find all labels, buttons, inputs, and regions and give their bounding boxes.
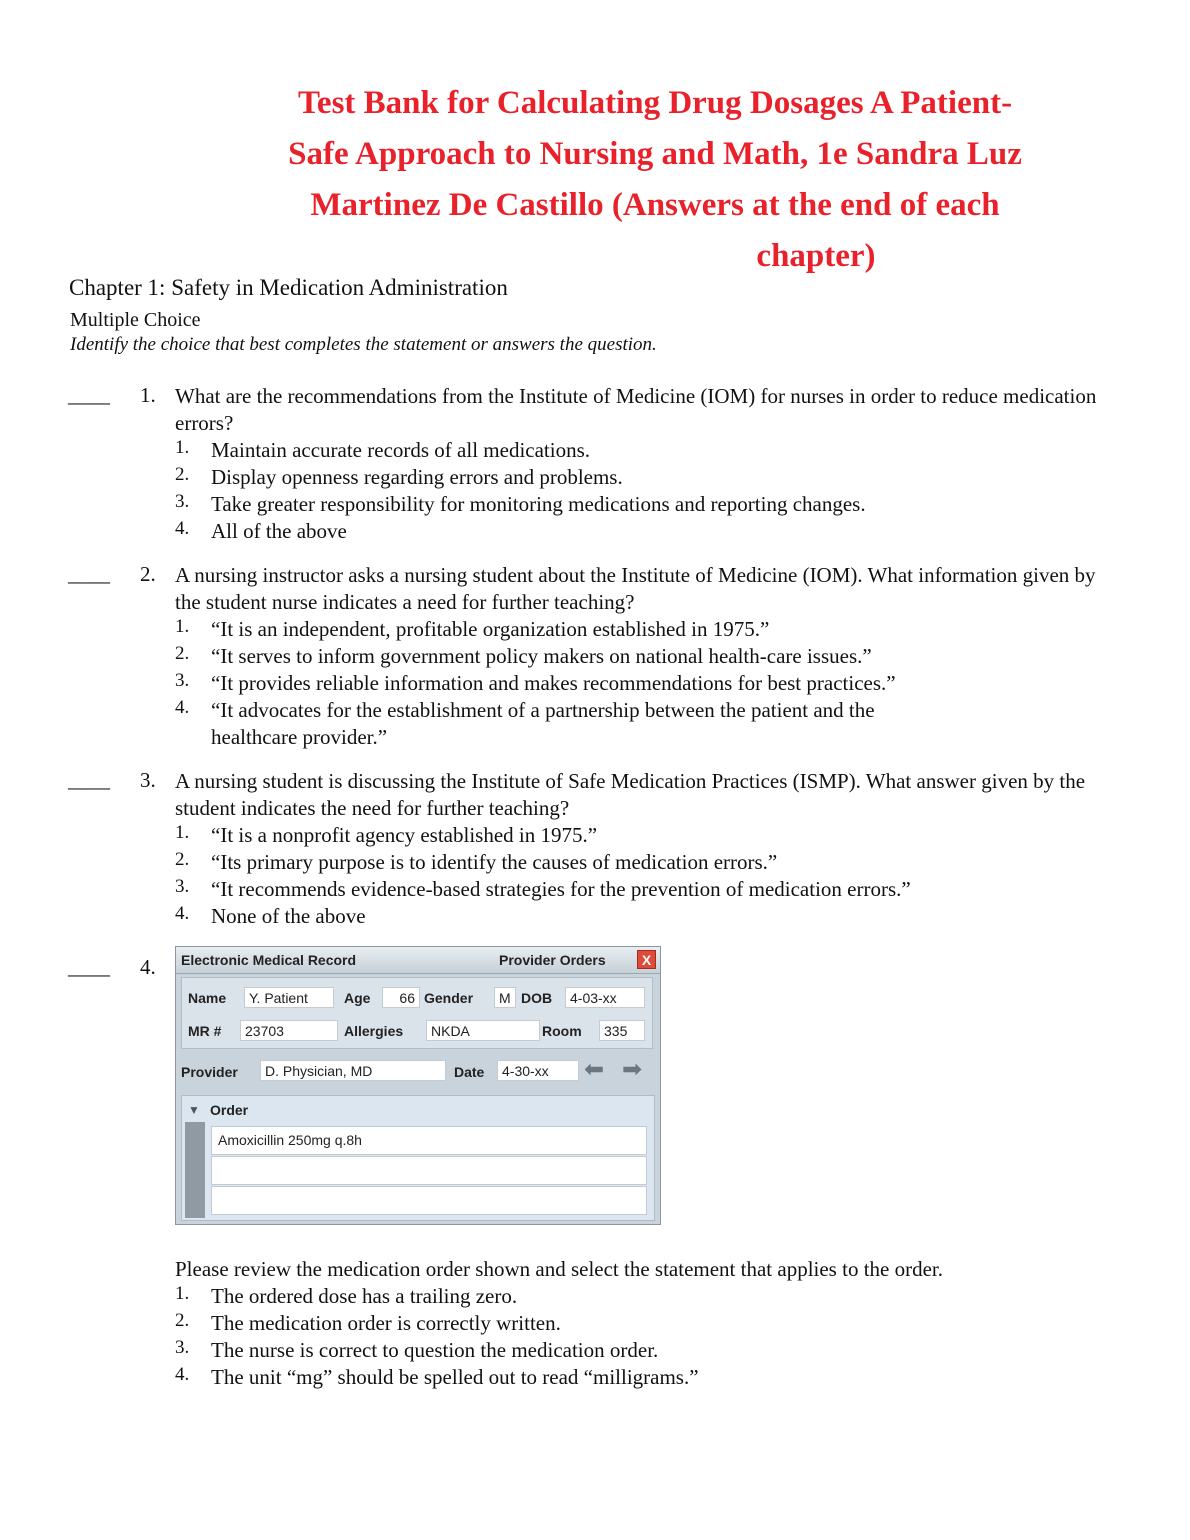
option-number: 2.	[175, 464, 190, 485]
provider-label: Provider	[181, 1064, 238, 1080]
option-text: “It advocates for the establishment of a partnership between the patient and the healthcare provider.”	[211, 698, 875, 749]
option-number: 2.	[175, 643, 190, 664]
order-row	[211, 1186, 647, 1215]
question-text: What are the recommendations from the Institute of Medicine (IOM) for nurses in order to reduce medication errors?	[175, 384, 1097, 435]
option-number: 2.	[175, 849, 190, 870]
option-text: The unit “mg” should be spelled out to read “milligrams.”	[211, 1365, 699, 1389]
instructions: Identify the choice that best completes the statement or answers the question.	[70, 334, 657, 355]
option-number: 1.	[175, 616, 190, 637]
option	[175, 822, 911, 849]
option-list	[175, 822, 911, 930]
room-field: 335	[599, 1020, 645, 1041]
gender-field: M	[494, 987, 516, 1008]
option	[175, 1310, 943, 1337]
option-number: 3.	[175, 876, 190, 897]
option-text: Take greater responsibility for monitoring medications and reporting changes.	[211, 492, 866, 516]
order-panel	[181, 1095, 655, 1221]
option-text: “It serves to inform government policy makers on national health-care issues.”	[211, 644, 872, 668]
option-text: The nurse is correct to question the medication order.	[211, 1338, 659, 1362]
allergies-field: NKDA	[426, 1020, 540, 1041]
question-text: Please review the medication order shown and select the statement that applies to the order.	[175, 1257, 943, 1281]
option-text: “Its primary purpose is to identify the causes of medication errors.”	[211, 850, 778, 874]
question-number: 3.	[140, 768, 156, 792]
option	[175, 437, 866, 464]
option	[175, 464, 866, 491]
provider-field: D. Physician, MD	[260, 1060, 446, 1081]
option	[175, 491, 866, 518]
question-text: A nursing student is discussing the Institute of Safe Medication Practices (ISMP). What answer given by the student indicates the need for further teaching?	[175, 769, 1086, 820]
dob-field: 4-03-xx	[565, 987, 645, 1008]
name-label: Name	[188, 990, 227, 1006]
option-text: Display openness regarding errors and problems.	[211, 465, 623, 489]
age-label: Age	[344, 990, 371, 1006]
order-row: Amoxicillin 250mg q.8h	[211, 1126, 647, 1155]
option-number: 3.	[175, 491, 190, 512]
option-number: 3.	[175, 670, 190, 691]
collapse-triangle-icon[interactable]: ▼	[188, 1103, 200, 1117]
room-label: Room	[542, 1023, 582, 1039]
option-number: 1.	[175, 1283, 190, 1304]
back-arrow-icon[interactable]: ⬅	[584, 1056, 605, 1083]
option-number: 4.	[175, 1364, 190, 1385]
question-number: 1.	[140, 383, 156, 407]
date-field: 4-30-xx	[497, 1060, 579, 1081]
gender-label: Gender	[424, 990, 474, 1006]
forward-arrow-icon[interactable]: ➡	[622, 1056, 643, 1083]
option-text: The ordered dose has a trailing zero.	[211, 1284, 518, 1308]
document-title	[240, 78, 1070, 282]
title-line-1: Test Bank for Calculating Drug Dosages A Patient-	[297, 85, 1013, 121]
option-number: 4.	[175, 518, 190, 539]
order-scrollbar[interactable]	[185, 1122, 205, 1218]
option-list	[175, 1283, 943, 1391]
option-text: “It provides reliable information and makes recommendations for best practices.”	[211, 671, 896, 695]
option-text: All of the above	[211, 519, 347, 543]
option-number: 1.	[175, 822, 190, 843]
question-text: A nursing instructor asks a nursing student about the Institute of Medicine (IOM). What information given by the student nurse indicates a need for further teaching?	[175, 563, 1096, 614]
option	[175, 643, 955, 670]
question-4-block	[175, 1256, 943, 1391]
date-label: Date	[454, 1064, 485, 1080]
name-field: Y. Patient	[244, 987, 334, 1008]
emr-title: Electronic Medical Record	[181, 952, 357, 968]
title-line-2: Safe Approach to Nursing and Math, 1e Sandra Luz	[288, 136, 1022, 172]
option	[175, 616, 955, 643]
provider-orders-tab[interactable]: Provider Orders	[499, 952, 606, 968]
dob-label: DOB	[521, 990, 553, 1006]
option-text: “It is a nonprofit agency established in 1975.”	[211, 823, 598, 847]
option	[175, 903, 911, 930]
question-number: 2.	[140, 562, 156, 586]
option-text: “It is an independent, profitable organization established in 1975.”	[211, 617, 770, 641]
option-number: 2.	[175, 1310, 190, 1331]
answer-blank[interactable]: ____	[68, 768, 110, 792]
option-number: 4.	[175, 903, 190, 924]
answer-blank[interactable]: ____	[68, 383, 110, 407]
option-number: 3.	[175, 1337, 190, 1358]
age-field: 66	[382, 987, 420, 1008]
option	[175, 876, 911, 903]
option	[175, 518, 866, 545]
question-number: 4.	[140, 955, 156, 979]
close-icon[interactable]: X	[637, 950, 656, 969]
option	[175, 697, 955, 751]
option-number: 4.	[175, 697, 190, 718]
option-text: Maintain accurate records of all medications.	[211, 438, 591, 462]
title-line-4: chapter)	[756, 238, 876, 274]
mr-field: 23703	[240, 1020, 338, 1041]
order-label: Order	[210, 1102, 249, 1118]
allergies-label: Allergies	[344, 1023, 404, 1039]
order-row	[211, 1156, 647, 1185]
option	[175, 670, 955, 697]
section-label: Multiple Choice	[70, 309, 201, 331]
option-list	[175, 616, 955, 751]
title-line-3: Martinez De Castillo (Answers at the end of each	[310, 187, 1000, 223]
option-text: The medication order is correctly written.	[211, 1311, 561, 1335]
answer-blank[interactable]: ____	[68, 562, 110, 586]
mr-label: MR #	[188, 1023, 222, 1039]
patient-info-panel	[181, 977, 653, 1049]
option-list	[175, 437, 866, 545]
answer-blank[interactable]: ____	[68, 955, 110, 979]
option-text: None of the above	[211, 904, 366, 928]
option	[175, 1337, 943, 1364]
option-text: “It recommends evidence-based strategies for the prevention of medication errors.”	[211, 877, 911, 901]
option	[175, 1283, 943, 1310]
option-number: 1.	[175, 437, 190, 458]
option	[175, 1364, 943, 1391]
chapter-heading: Chapter 1: Safety in Medication Administration	[69, 275, 508, 300]
option	[175, 849, 911, 876]
emr-header	[176, 947, 660, 974]
emr-window	[175, 946, 661, 1225]
